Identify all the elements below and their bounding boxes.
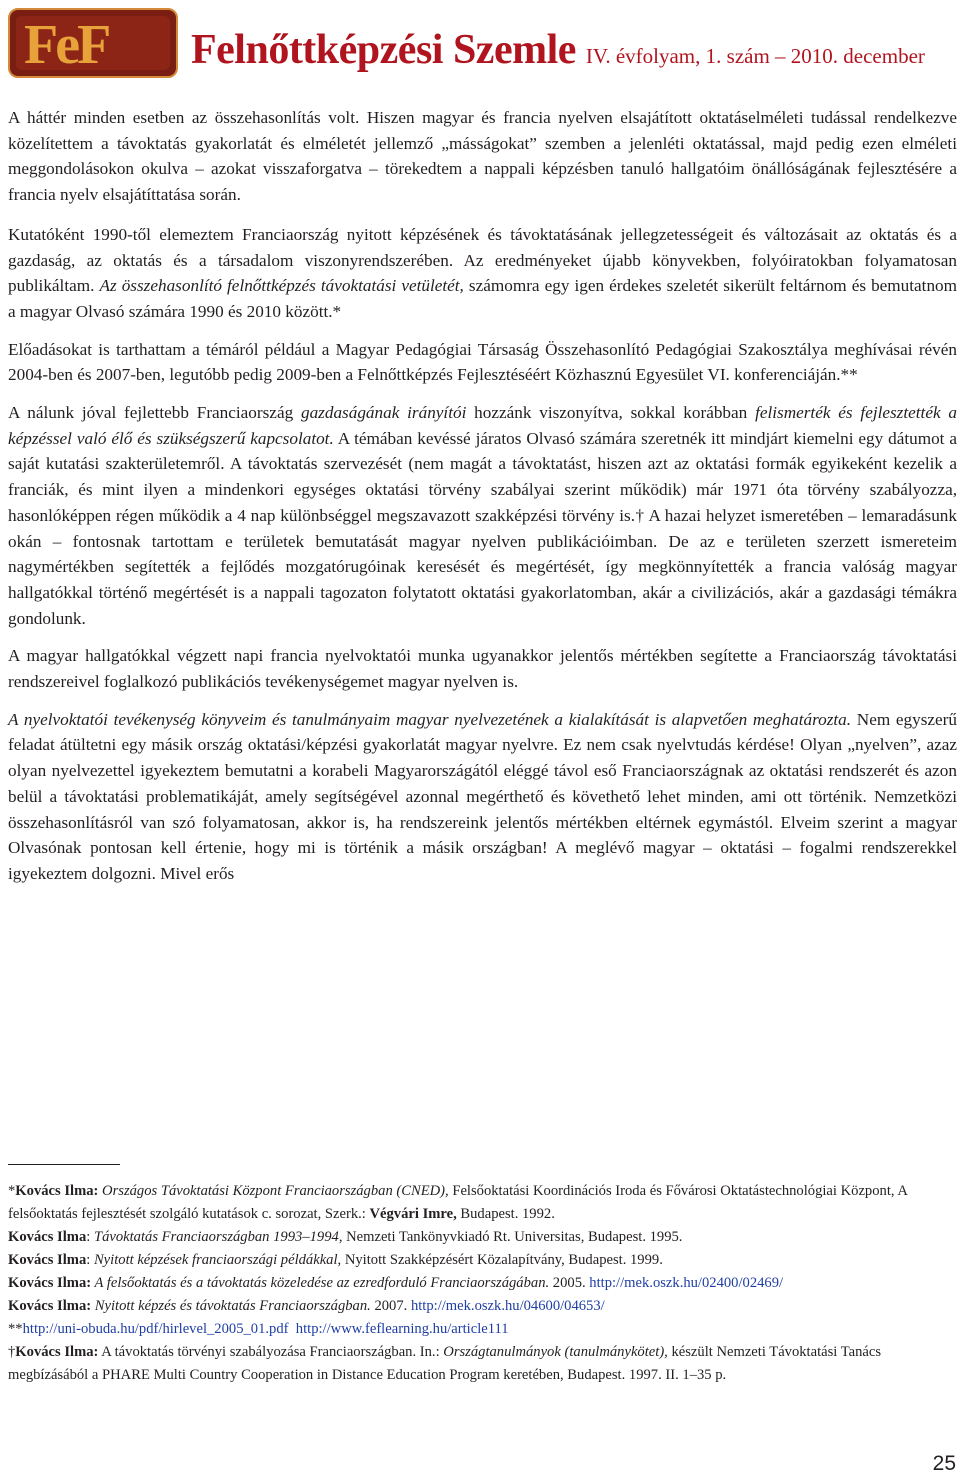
- footnote-4-link[interactable]: http://mek.oszk.hu/02400/02469/: [589, 1275, 784, 1291]
- paragraph-4-text-e: A témában kevéssé járatos Olvasó számára szeretnék itt mindjárt kiemelni egy dátumot a saját kutatási szakterületemről. A távoktatás szervezését (nem magát a távoktatást, hiszen azt az oktatási formák egyikeként kezelik a franciák, és mint ilyen a mindenkori egységes oktatási törvény szabályai szerint működik) már 1971 óta törvény szabályozza, hasonlóképpen régen működik a 4 nap különbséggel megszavazott szakképzési törvény is.† A hazai helyzet ismeretében – lemaradásunk okán – fontosnak tartottam e területek bemutatását magyar nyelven publikációimban. De az e területen szerzett ismereteim nagymértékben segítették a fejlődés mozgatórugóinak keresését és megértését, így megkönnyítették a francia valóság magyar hallgatókkal történő megértését is a nappali tagozaton folytatott oktatási gyakorlatomban, akár a civilizációs, akár a gazdasági témákra gondolunk.: [8, 428, 957, 628]
- footnote-1: [8, 1180, 957, 1226]
- paragraph-4-emphasis-2: felismerték és fejlesztették a képzéssel való élő és szükségszerű kapcsolatot.: [8, 403, 957, 448]
- paragraph-6-text-b: Nem egyszerű feladat átültetni egy másik ország oktatási/képzési gyakorlatát magyar nyelvre. Ez nem csak nyelvtudás kérdése! Olyan „nyelven”, azaz olyan nyelvezettel igyekeztem bemutatni a korabeli Magyarországától eléggé távol eső Franciaországnak az oktatási rendszerét és azon belül a távoktatási problematikáját, amely segítségével azonnal megérthető és követhető lehet minden, ami ott történik. Nemzetközi összehasonlításról van szó folyamatosan, akkor is, ha rendszereink jelentős mértékben eltérnek egymástól. Elveim szerint a magyar Olvasónak pontosan kell értenie, hogy mi is történik a másik országban! A meglévő magyar – oktatási – fogalmi rendszerekkel igyekeztem dolgozni. Mivel erős: [8, 709, 957, 883]
- footnote-3-rest: , Nyitott Szakképzésért Közalapítvány, Budapest. 1999.: [337, 1252, 663, 1268]
- journal-heading: [191, 26, 925, 74]
- paragraph-4-emphasis-1: gazdaságának irányítói: [300, 403, 467, 423]
- footnote-6-space: [289, 1321, 296, 1337]
- footnote-1-rest: Felsőoktatási Koordinációs Iroda és Fővárosi Oktatástechnológiai Központ, A felsőoktatás fejlesztését szolgáló kutatások c. sorozat, Szerk.:: [8, 1183, 908, 1222]
- footnote-2-author: Kovács Ilma: [8, 1229, 87, 1245]
- page-header: [8, 8, 952, 78]
- issue-info: IV. évfolyam, 1. szám – 2010. december: [585, 44, 925, 68]
- footnote-1-end: Budapest. 1992.: [456, 1206, 555, 1222]
- footnote-4-author: Kovács Ilma:: [8, 1275, 92, 1291]
- footnote-3: [8, 1249, 957, 1272]
- footnote-6: [8, 1318, 957, 1341]
- page-number: 25: [932, 1452, 956, 1475]
- footnote-6-link-1[interactable]: http://uni-obuda.hu/pdf/hirlevel_2005_01.pdf: [22, 1321, 289, 1337]
- paragraph-1: A háttér minden esetben az összehasonlítás volt. Hiszen magyar és francia nyelven elsajátított oktatáselméleti tudással rendelkezve közelítettem a távoktatás gyakorlatát és elméletét jellemző „másságokat” szemben a jelenléti oktatással, majd pedig ezen elméleti meggondolásokon okulva – azokat visszaforgatva – törekedtem a nappali képzésben tanuló hallgatóim önállóságának fejlesztésére a francia nyelv elsajátíttatása során.: [8, 108, 957, 205]
- footnote-3-sep: :: [86, 1252, 94, 1268]
- paragraph-5: A magyar hallgatókkal végzett napi francia nyelvoktatói munka ugyanakkor jelentős mértékben segítette a Franciaország távoktatási rendszereivel foglalkozó publikációs tevékenységemet magyar nyelven is.: [8, 646, 957, 692]
- footnotes: [8, 1180, 957, 1387]
- footnote-4-title: A felsőoktatás és a távoktatás közeledése az ezredforduló Franciaországában.: [91, 1275, 550, 1291]
- footnote-4-rest: 2005.: [549, 1275, 590, 1291]
- footnote-5-author: Kovács Ilma:: [8, 1298, 92, 1314]
- footnote-1-author: Kovács Ilma:: [15, 1183, 99, 1199]
- paragraph-2-emphasis: Az összehasonlító felnőttképzés távoktatási vetületét,: [99, 276, 464, 296]
- footnote-7-mark: †: [8, 1344, 16, 1360]
- paragraph-4-text-c: hozzánk viszonyítva, sokkal korábban: [466, 403, 756, 423]
- footnote-3-title: Nyitott képzések franciaországi példákkal: [93, 1252, 338, 1268]
- paragraph-3: Előadásokat is tarthattam a témáról például a Magyar Pedagógiai Társaság Összehasonlító Pedagógiai Szakosztálya meghívásai révén 2004-ben és 2007-ben, legutóbb pedig 2009-ben a Felnőttképzés Fejlesztéséért Közhasznú Egyesület VI. konferenciáján.**: [8, 339, 957, 385]
- footnote-5-title: Nyitott képzés és távoktatás Franciaországban.: [91, 1298, 371, 1314]
- footnote-5: [8, 1295, 957, 1318]
- footnote-4: [8, 1272, 957, 1295]
- footnote-1-mark: *: [8, 1183, 16, 1199]
- fef-logo: [8, 8, 178, 78]
- journal-title: Felnőttképzési Szemle: [191, 27, 576, 73]
- article-body: [8, 105, 957, 899]
- footnote-6-mark: **: [8, 1321, 23, 1337]
- paragraph-2-text-a: Kutatóként 1990-től elemeztem Franciaország nyitott képzésének és távoktatásának jellegzetességeit és változásait az oktatás és a gazdaság, az oktatás és a társadalom viszonyrendszerében. Az eredményeket újabb könyvekben, folyóiratokban folyamatosan publikáltam.: [8, 224, 957, 296]
- footnote-1-editor: Végvári Imre,: [369, 1206, 457, 1222]
- footnote-5-rest: 2007.: [370, 1298, 411, 1314]
- footnote-separator: [8, 1164, 120, 1165]
- paragraph-4-text-a: A nálunk jóval fejlettebb Franciaország: [8, 403, 301, 423]
- footnote-5-link[interactable]: http://mek.oszk.hu/04600/04653/: [410, 1298, 605, 1314]
- footnote-7-rest: A távoktatás törvényi szabályozása Franciaországban. In.:: [98, 1344, 444, 1360]
- paragraph-2: [8, 222, 957, 325]
- paragraph-6: [8, 707, 957, 887]
- footnote-7: [8, 1341, 957, 1387]
- footnote-7-author: Kovács Ilma:: [15, 1344, 99, 1360]
- footnote-2: [8, 1226, 957, 1249]
- footnote-2-title: Távoktatás Franciaországban 1993–1994: [93, 1229, 339, 1245]
- logo-text: FeF: [24, 14, 109, 76]
- paragraph-2-text-c: számomra egy igen érdekes szeletét sikerült feltárnom és bemutatnom a magyar Olvasó számára 1990 és 2010 között.*: [8, 276, 958, 321]
- footnote-6-link-2[interactable]: http://www.feflearning.hu/article111: [295, 1321, 509, 1337]
- footnote-7-end: készült Nemzeti Távoktatási Tanács megbízásából a PHARE Multi Country Cooperation in Distance Education Program keretében, Budapest. 1997. II. 1–35 p.: [8, 1344, 882, 1383]
- footnote-2-sep: :: [86, 1229, 94, 1245]
- paragraph-4: [8, 400, 957, 631]
- footnote-3-author: Kovács Ilma: [8, 1252, 87, 1268]
- footnote-2-rest: , Nemzeti Tankönyvkiadó Rt. Universitas, Budapest. 1995.: [338, 1229, 683, 1245]
- paragraph-6-emphasis: A nyelvoktatói tevékenység könyveim és tanulmányaim magyar nyelvezetének a kialakítását is alapvetően meghatározta.: [8, 709, 852, 729]
- footnote-7-title: Országtanulmányok (tanulmánykötet),: [443, 1344, 668, 1360]
- footnote-1-title: Országos Távoktatási Központ Franciaországban (CNED),: [98, 1183, 449, 1199]
